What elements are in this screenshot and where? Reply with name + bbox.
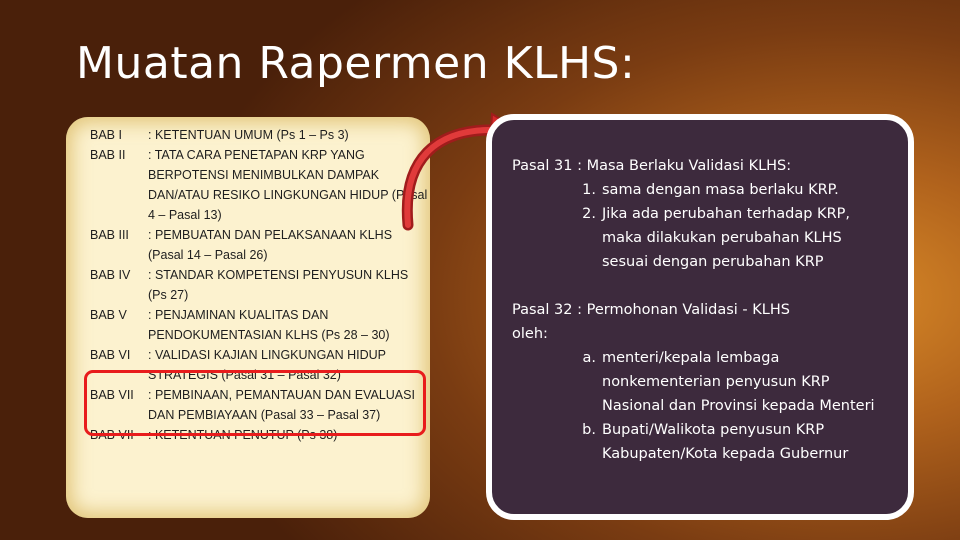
bab-description: : KETENTUAN UMUM (Ps 1 – Ps 3) — [148, 128, 349, 142]
slide-title: Muatan Rapermen KLHS: — [76, 38, 636, 89]
bab-item — [90, 265, 430, 305]
bab-description: : STANDAR KOMPETENSI PENYUSUN KLHS (Ps 27) — [148, 268, 409, 302]
pasal-32-heading-cont: oleh: — [512, 326, 548, 342]
list-text: menteri/kepala lembaga nonkementerian penyusun KRP Nasional dan Provinsi kepada Menteri — [602, 350, 875, 414]
bab-number: BAB VII — [90, 428, 134, 442]
bab-number: BAB III — [90, 228, 129, 242]
pasal-32-block — [512, 298, 892, 466]
bab-item — [90, 305, 430, 345]
bab-description: : PEMBUATAN DAN PELAKSANAAN KLHS (Pasal 14 – Pasal 26) — [148, 228, 393, 262]
list-item — [512, 418, 892, 466]
bab-number: BAB IV — [90, 268, 131, 282]
bab-number: BAB V — [90, 308, 127, 322]
list-marker: b. — [582, 422, 596, 438]
list-text: Bupati/Walikota penyusun KRP Kabupaten/Kota kepada Gubernur — [602, 422, 849, 462]
bab-description: : KETENTUAN PENUTUP (Ps 38) — [148, 428, 338, 442]
list-item — [512, 346, 892, 418]
bab-description: : VALIDASI KAJIAN LINGKUNGAN HIDUP STRATEGIS (Pasal 31 – Pasal 32) — [148, 348, 386, 382]
bab-description: : PENJAMINAN KUALITAS DAN PENDOKUMENTASIAN KLHS (Ps 28 – 30) — [148, 308, 390, 342]
bab-number: BAB VI — [90, 348, 131, 362]
list-marker: 2. — [582, 206, 596, 222]
pasal-31-heading: Pasal 31 : Masa Berlaku Validasi KLHS: — [512, 158, 792, 174]
pasal-panel — [486, 114, 914, 520]
pasal-32-heading: Pasal 32 : Permohonan Validasi - KLHS — [512, 302, 790, 318]
bab-number: BAB II — [90, 148, 126, 162]
list-text: sama dengan masa berlaku KRP. — [602, 182, 839, 198]
bab-vi-highlight-box — [84, 370, 426, 436]
bab-number: BAB VII — [90, 388, 134, 402]
bab-description: : PEMBINAAN, PEMANTAUAN DAN EVALUASI DAN PEMBIAYAAN (Pasal 33 – Pasal 37) — [148, 388, 415, 422]
bab-list-panel — [66, 117, 430, 518]
list-item — [512, 202, 892, 274]
bab-number: BAB I — [90, 128, 122, 142]
bab-item — [90, 225, 430, 265]
pasal-31-block — [512, 154, 892, 274]
bab-description: : TATA CARA PENETAPAN KRP YANG BERPOTENSI MENIMBULKAN DAMPAK DAN/ATAU RESIKO LINGKUNGAN HIDUP (Pasal 4 – Pasal 13) — [148, 148, 428, 222]
bab-item — [90, 145, 430, 225]
list-marker: 1. — [582, 182, 596, 198]
bab-item — [90, 125, 430, 145]
list-text: Jika ada perubahan terhadap KRP, maka dilakukan perubahan KLHS sesuai dengan perubahan KRP — [602, 206, 850, 270]
list-item — [512, 178, 892, 202]
list-marker: a. — [582, 350, 596, 366]
